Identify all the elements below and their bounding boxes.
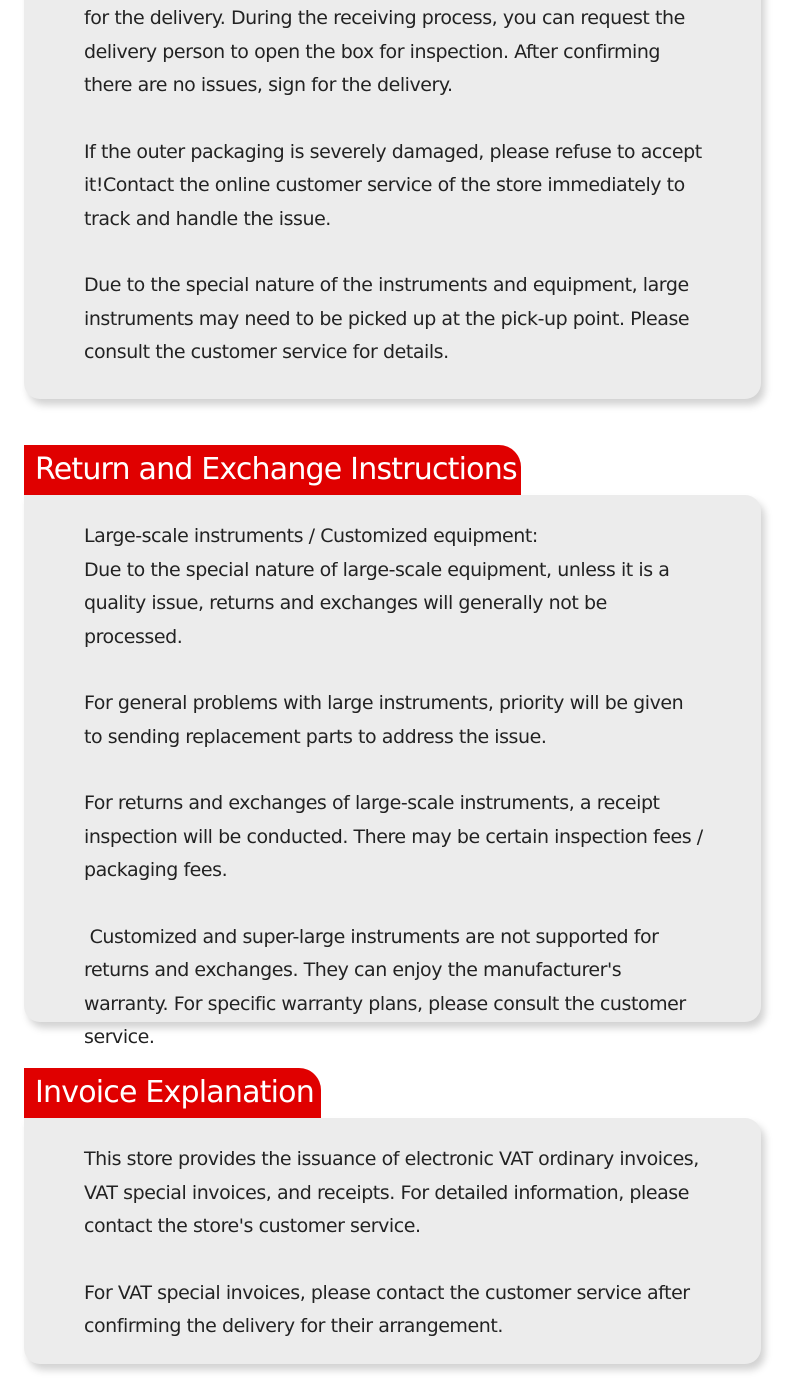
- return-exchange-paragraph-1: Due to the special nature of large-scale equipment, unless it is a quality issue, returns and exchanges will generally not be processed.: [84, 558, 670, 648]
- return-exchange-paragraph-3: For returns and exchanges of large-scale instruments, a receipt inspection will be conducted. There may be certain inspection fees / packaging fees.: [84, 792, 703, 881]
- invoice-paragraph-2: For VAT special invoices, please contact the customer service after confirming the delivery for their arrangement.: [84, 1281, 690, 1337]
- delivery-paragraph-2: If the outer packaging is severely damaged, please refuse to accept it!Contact the online customer service of the store immediately to track and handle the issue.: [84, 140, 702, 230]
- delivery-card: [24, 0, 761, 399]
- return-exchange-paragraph-4: Customized and super-large instruments are not supported for returns and exchanges. They can enjoy the manufacturer's warranty. For specific warranty plans, please consult the customer service.: [84, 925, 692, 1048]
- invoice-card: [24, 1118, 761, 1364]
- invoice-title: Invoice Explanation: [24, 1068, 321, 1118]
- delivery-paragraph-3: Due to the special nature of the instruments and equipment, large instruments may need to be picked up at the pick-up point. Please consult the customer service for details.: [84, 274, 690, 363]
- return-exchange-heading: Large-scale instruments / Customized equipment:: [84, 525, 538, 547]
- return-exchange-title: Return and Exchange Instructions: [24, 445, 521, 495]
- invoice-paragraph-1: This store provides the issuance of electronic VAT ordinary invoices, VAT special invoices, and receipts. For detailed information, please contact the store's customer service.: [84, 1148, 699, 1237]
- delivery-paragraph-1: for the delivery. During the receiving process, you can request the delivery person to open the box for inspection. After confirming there are no issues, sign for the delivery.: [84, 7, 685, 96]
- return-exchange-card: [24, 495, 761, 1048]
- return-exchange-paragraph-2: For general problems with large instruments, priority will be given to sending replacement parts to address the issue.: [84, 692, 684, 748]
